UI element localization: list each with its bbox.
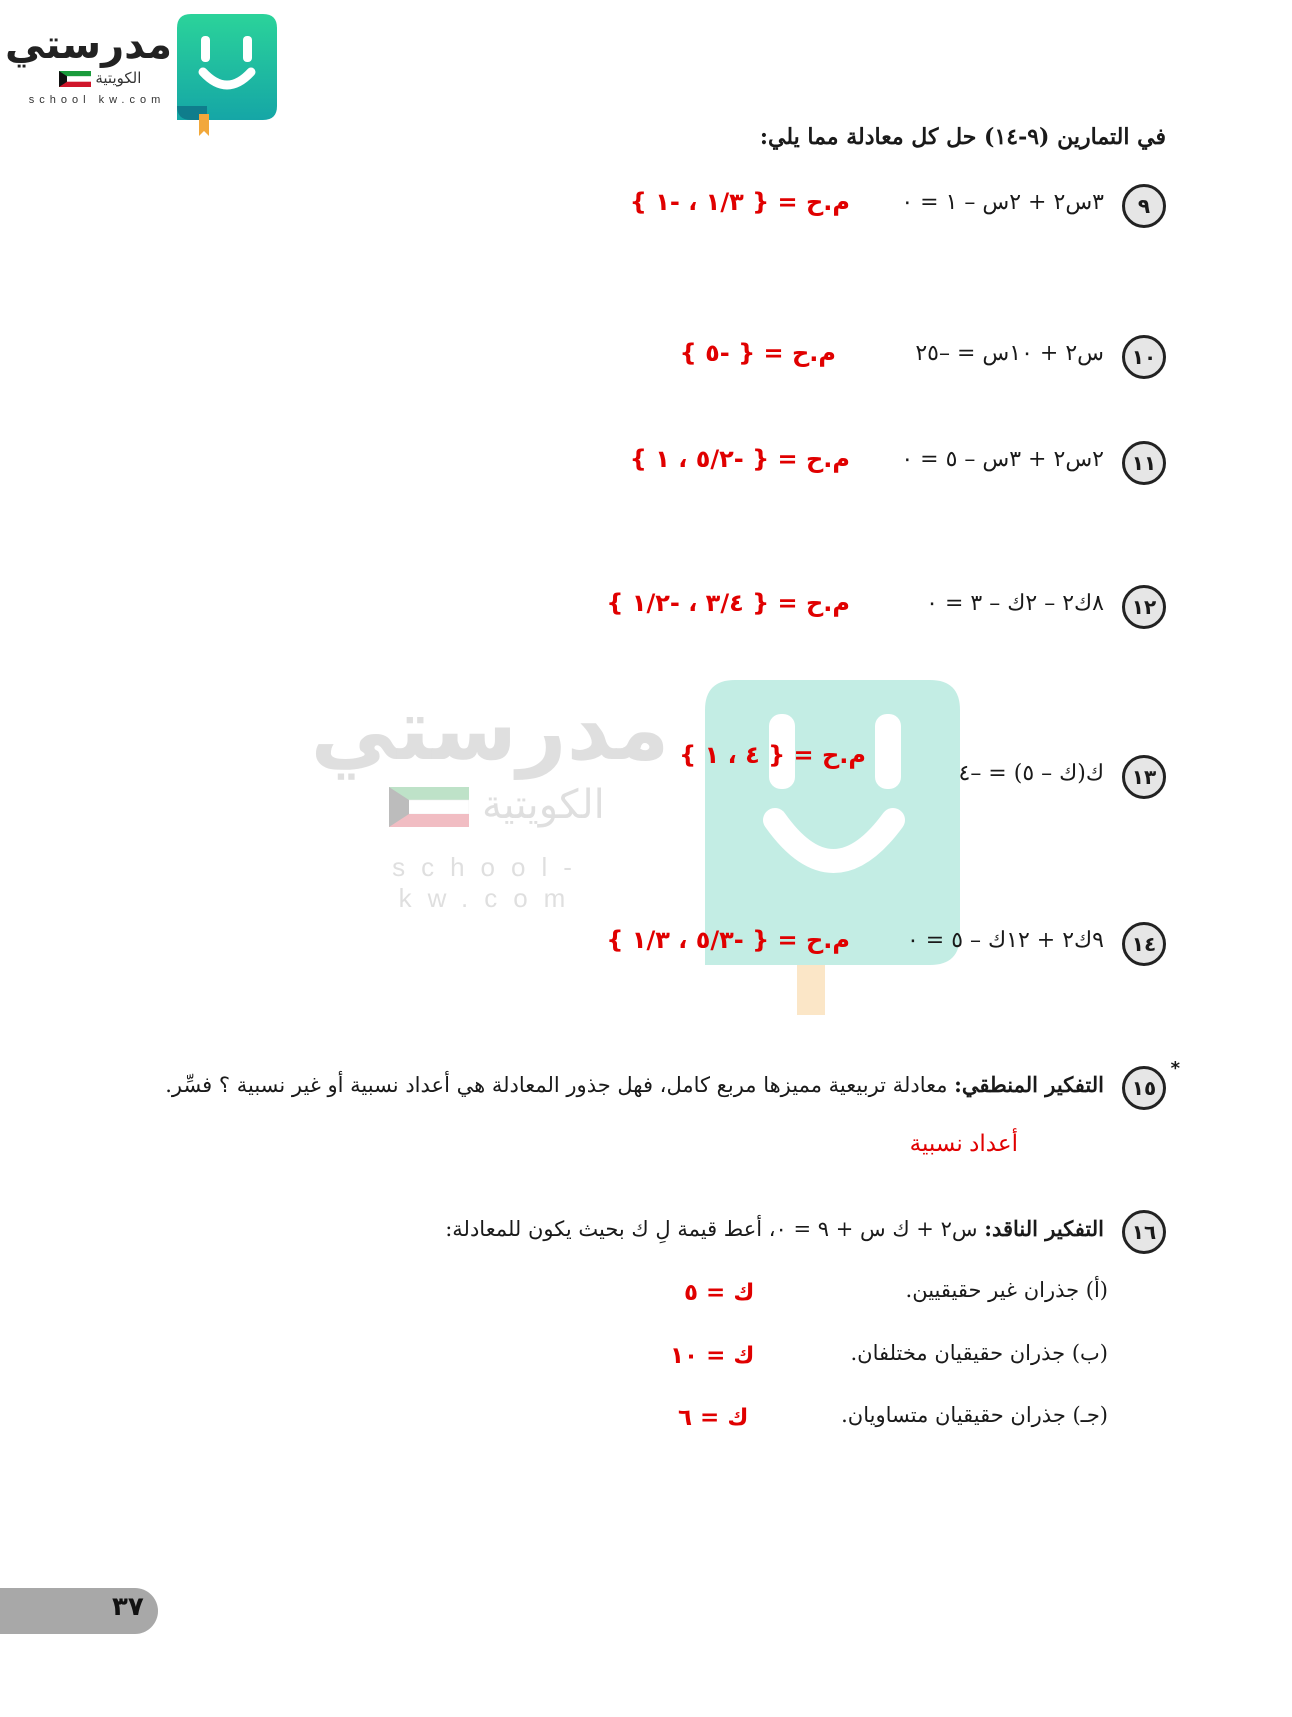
exercise-equation: ٨ك٢ – ٢ك – ٣ = ٠ — [926, 591, 1104, 616]
exercise-9 — [126, 184, 1166, 228]
watermark-name: مدرستي — [310, 680, 670, 780]
exercise-equation: ٢س٢ + ٣س – ٥ = ٠ — [901, 447, 1104, 472]
question-number: ١٥ — [1122, 1066, 1166, 1110]
question-16-part-a: (أ) جذران غير حقيقيين. — [905, 1278, 1108, 1302]
page-number: ٣٧ — [112, 1592, 144, 1622]
exercise-answer: م.ح = { ٣/٤ ، -١/٢ } — [606, 589, 850, 617]
question-16-part-b: (ب) جذران حقيقيان مختلفان. — [850, 1341, 1108, 1365]
question-15 — [26, 1058, 1180, 1110]
question-16 — [126, 1210, 1166, 1254]
question-body: معادلة تربيعية مميزها مربع كامل، فهل جذور المعادلة هي أعداد نسبية أو غير نسبية ؟ فسِّر. — [165, 1073, 948, 1097]
question-title: التفكير الناقد: — [984, 1216, 1104, 1241]
watermark-subtitle-text: الكويتية — [481, 782, 605, 828]
exercise-number: ٩ — [1122, 184, 1166, 228]
exercise-answer: م.ح = { -٥/٢ ، ١ } — [629, 445, 850, 473]
exercise-equation: س٢ + ١٠س = –٢٥ — [915, 341, 1104, 366]
logo-subtitle — [22, 68, 172, 88]
exercises-heading: في التمارين (٩-١٤) حل كل معادلة مما يلي: — [759, 124, 1166, 150]
watermark — [310, 680, 980, 1020]
exercise-number: ١٣ — [1122, 755, 1166, 799]
exercise-equation: ٣س٢ + ٢س – ١ = ٠ — [901, 190, 1104, 215]
site-logo[interactable] — [4, 14, 270, 144]
exercise-10 — [126, 335, 1166, 379]
question-15-answer: أعداد نسبية — [909, 1130, 1018, 1156]
question-16-part-b-answer: ك = ١٠ — [670, 1343, 755, 1369]
question-16-part-c-answer: ك = ٦ — [678, 1405, 749, 1431]
logo-url: school kw.com — [28, 94, 166, 106]
exercise-number: ١٤ — [1122, 922, 1166, 966]
exercise-number: ١٠ — [1122, 335, 1166, 379]
question-number: ١٦ — [1122, 1210, 1166, 1254]
exercise-answer: م.ح = { ١/٣ ، -١ } — [629, 188, 850, 216]
logo-text — [4, 22, 172, 106]
logo-name: مدرستي — [4, 22, 172, 68]
kuwait-flag-icon — [59, 71, 91, 87]
question-body: س٢ + ك س + ٩ = ٠، أعط قيمة لِ ك بحيث يكون للمعادلة: — [445, 1217, 978, 1241]
watermark-url: school-kw.com — [392, 852, 588, 913]
exercise-answer: م.ح = { -٥ } — [679, 339, 836, 367]
exercise-equation: ٩ك٢ + ١٢ك – ٥ = ٠ — [906, 928, 1104, 953]
question-text — [165, 1072, 1104, 1097]
logo-badge-icon — [177, 14, 277, 136]
exercise-13 — [126, 741, 1166, 799]
exercise-answer: م.ح = { ٤ ، ١ } — [679, 741, 866, 769]
exercise-12 — [126, 585, 1166, 629]
question-16-part-c: (جـ) جذران حقيقيان متساويان. — [841, 1403, 1108, 1427]
exercise-equation: ك(ك – ٥) = –٤ — [958, 761, 1104, 786]
logo-subtitle-text: الكويتية — [95, 69, 142, 87]
question-16-part-a-answer: ك = ٥ — [684, 1280, 755, 1306]
exercise-14 — [126, 922, 1166, 966]
exercise-number: ١٢ — [1122, 585, 1166, 629]
question-text — [445, 1216, 1104, 1241]
exercise-number: ١١ — [1122, 441, 1166, 485]
exercise-answer: م.ح = { -٥/٣ ، ١/٣ } — [606, 926, 850, 954]
exercise-11 — [126, 441, 1166, 485]
question-title: التفكير المنطقي: — [954, 1072, 1104, 1097]
challenge-star: * — [1170, 1058, 1180, 1079]
